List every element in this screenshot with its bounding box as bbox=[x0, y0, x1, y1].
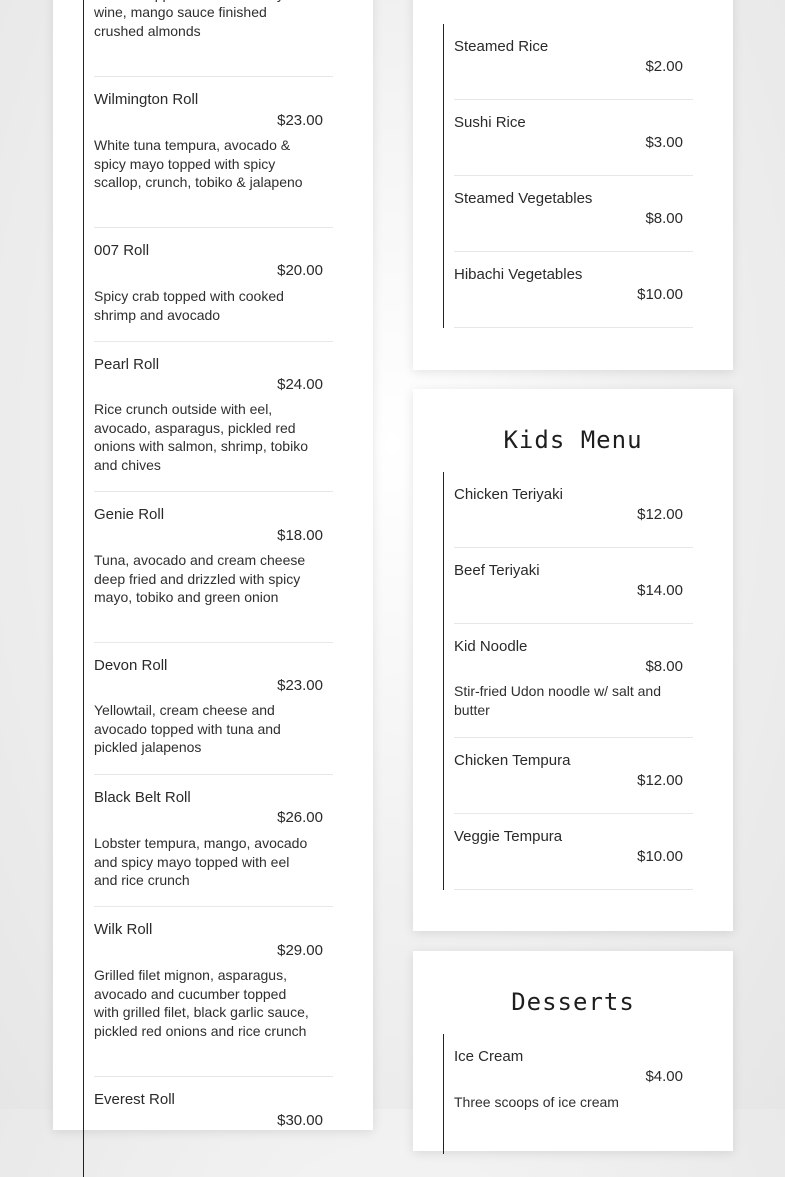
menu-item bbox=[94, 0, 333, 77]
item-name: Steamed Rice bbox=[454, 38, 549, 55]
item-name: Veggie Tempura bbox=[454, 828, 563, 845]
item-name: Ice Cream bbox=[454, 1048, 524, 1065]
item-price: $14.00 bbox=[637, 582, 683, 599]
item-name: Wilmington Roll bbox=[94, 91, 199, 108]
item-price: $4.00 bbox=[645, 1068, 683, 1085]
item-description: Rice crunch outside with eel, avocado, asparagus, pickled red onions with salmon, shrimp, tobiko and chives bbox=[94, 401, 308, 473]
item-name: Hibachi Vegetables bbox=[454, 266, 583, 283]
item-name: Chicken Teriyaki bbox=[454, 486, 563, 503]
menu-item bbox=[94, 907, 333, 1077]
item-description: Three scoops of ice cream bbox=[454, 1094, 619, 1110]
item-name: 007 Roll bbox=[94, 242, 150, 259]
item-price: $8.00 bbox=[645, 210, 683, 227]
menu-item bbox=[454, 472, 693, 548]
item-description: White tuna tempura, avocado & spicy mayo topped with spicy scallop, crunch, tobiko & jalapeno bbox=[94, 137, 303, 191]
item-price: $3.00 bbox=[645, 134, 683, 151]
menu-item bbox=[454, 252, 693, 328]
item-price: $18.00 bbox=[277, 527, 323, 544]
item-price: $20.00 bbox=[277, 262, 323, 279]
menu-item bbox=[94, 228, 333, 342]
menu-item bbox=[94, 77, 333, 228]
item-price: $26.00 bbox=[277, 809, 323, 826]
item-price: $10.00 bbox=[637, 848, 683, 865]
item-description: wine, mango sauce finished crushed almonds bbox=[94, 4, 267, 39]
sides-card bbox=[413, 0, 733, 370]
rolls-card bbox=[53, 0, 373, 1130]
menu-item bbox=[454, 814, 693, 890]
item-name: Steamed Vegetables bbox=[454, 190, 593, 207]
menu-item bbox=[94, 342, 333, 492]
item-name: Sushi Rice bbox=[454, 114, 526, 131]
kids-menu-card bbox=[413, 389, 733, 931]
item-name: Kid Noodle bbox=[454, 638, 528, 655]
item-description: Tuna, avocado and cream cheese deep fried and drizzled with spicy mayo, tobiko and green onion bbox=[94, 552, 306, 606]
item-name: Chicken Tempura bbox=[454, 752, 571, 769]
rolls-item-list bbox=[83, 0, 334, 1177]
item-name: Wilk Roll bbox=[94, 921, 153, 938]
item-name: Devon Roll bbox=[94, 657, 168, 674]
menu-item bbox=[454, 1034, 693, 1154]
menu-item bbox=[454, 24, 693, 100]
menu-item bbox=[94, 1077, 333, 1177]
menu-item bbox=[454, 624, 693, 738]
item-name: Pearl Roll bbox=[94, 356, 160, 373]
item-price: $2.00 bbox=[645, 58, 683, 75]
item-price: $24.00 bbox=[277, 376, 323, 393]
menu-item bbox=[454, 738, 693, 814]
desserts-item-list bbox=[443, 1034, 694, 1154]
item-price: $12.00 bbox=[637, 772, 683, 789]
item-description: Lobster tempura, mango, avocado and spicy mayo topped with eel and rice crunch bbox=[94, 835, 308, 889]
menu-item bbox=[454, 176, 693, 252]
item-price: $30.00 bbox=[277, 1112, 323, 1129]
section-title: Desserts bbox=[511, 988, 635, 1016]
menu-item bbox=[94, 492, 333, 643]
section-title: Kids Menu bbox=[503, 426, 643, 454]
item-price: $23.00 bbox=[277, 677, 323, 694]
item-name: Beef Teriyaki bbox=[454, 562, 540, 579]
menu-item bbox=[94, 775, 333, 907]
item-price: $12.00 bbox=[637, 506, 683, 523]
sides-item-list bbox=[443, 24, 694, 328]
item-name: Everest Roll bbox=[94, 1091, 175, 1108]
item-description: Spicy crab topped with cooked shrimp and avocado bbox=[94, 288, 284, 323]
desserts-card bbox=[413, 951, 733, 1151]
item-price: $23.00 bbox=[277, 112, 323, 129]
item-name: Black Belt Roll bbox=[94, 789, 191, 806]
item-price: $8.00 bbox=[645, 658, 683, 675]
menu-item bbox=[94, 643, 333, 775]
item-description: Stir-fried Udon noodle w/ salt and butter bbox=[454, 683, 661, 718]
item-price: $29.00 bbox=[277, 942, 323, 959]
item-name: Genie Roll bbox=[94, 506, 165, 523]
item-description: Grilled filet mignon, asparagus, avocado and cucumber topped with grilled filet, black garlic sauce, pickled red onions and rice crunch bbox=[94, 967, 309, 1039]
menu-item bbox=[454, 100, 693, 176]
kids-item-list bbox=[443, 472, 694, 890]
item-price: $10.00 bbox=[637, 286, 683, 303]
menu-item bbox=[454, 548, 693, 624]
item-description: Yellowtail, cream cheese and avocado topped with tuna and pickled jalapenos bbox=[94, 702, 281, 756]
